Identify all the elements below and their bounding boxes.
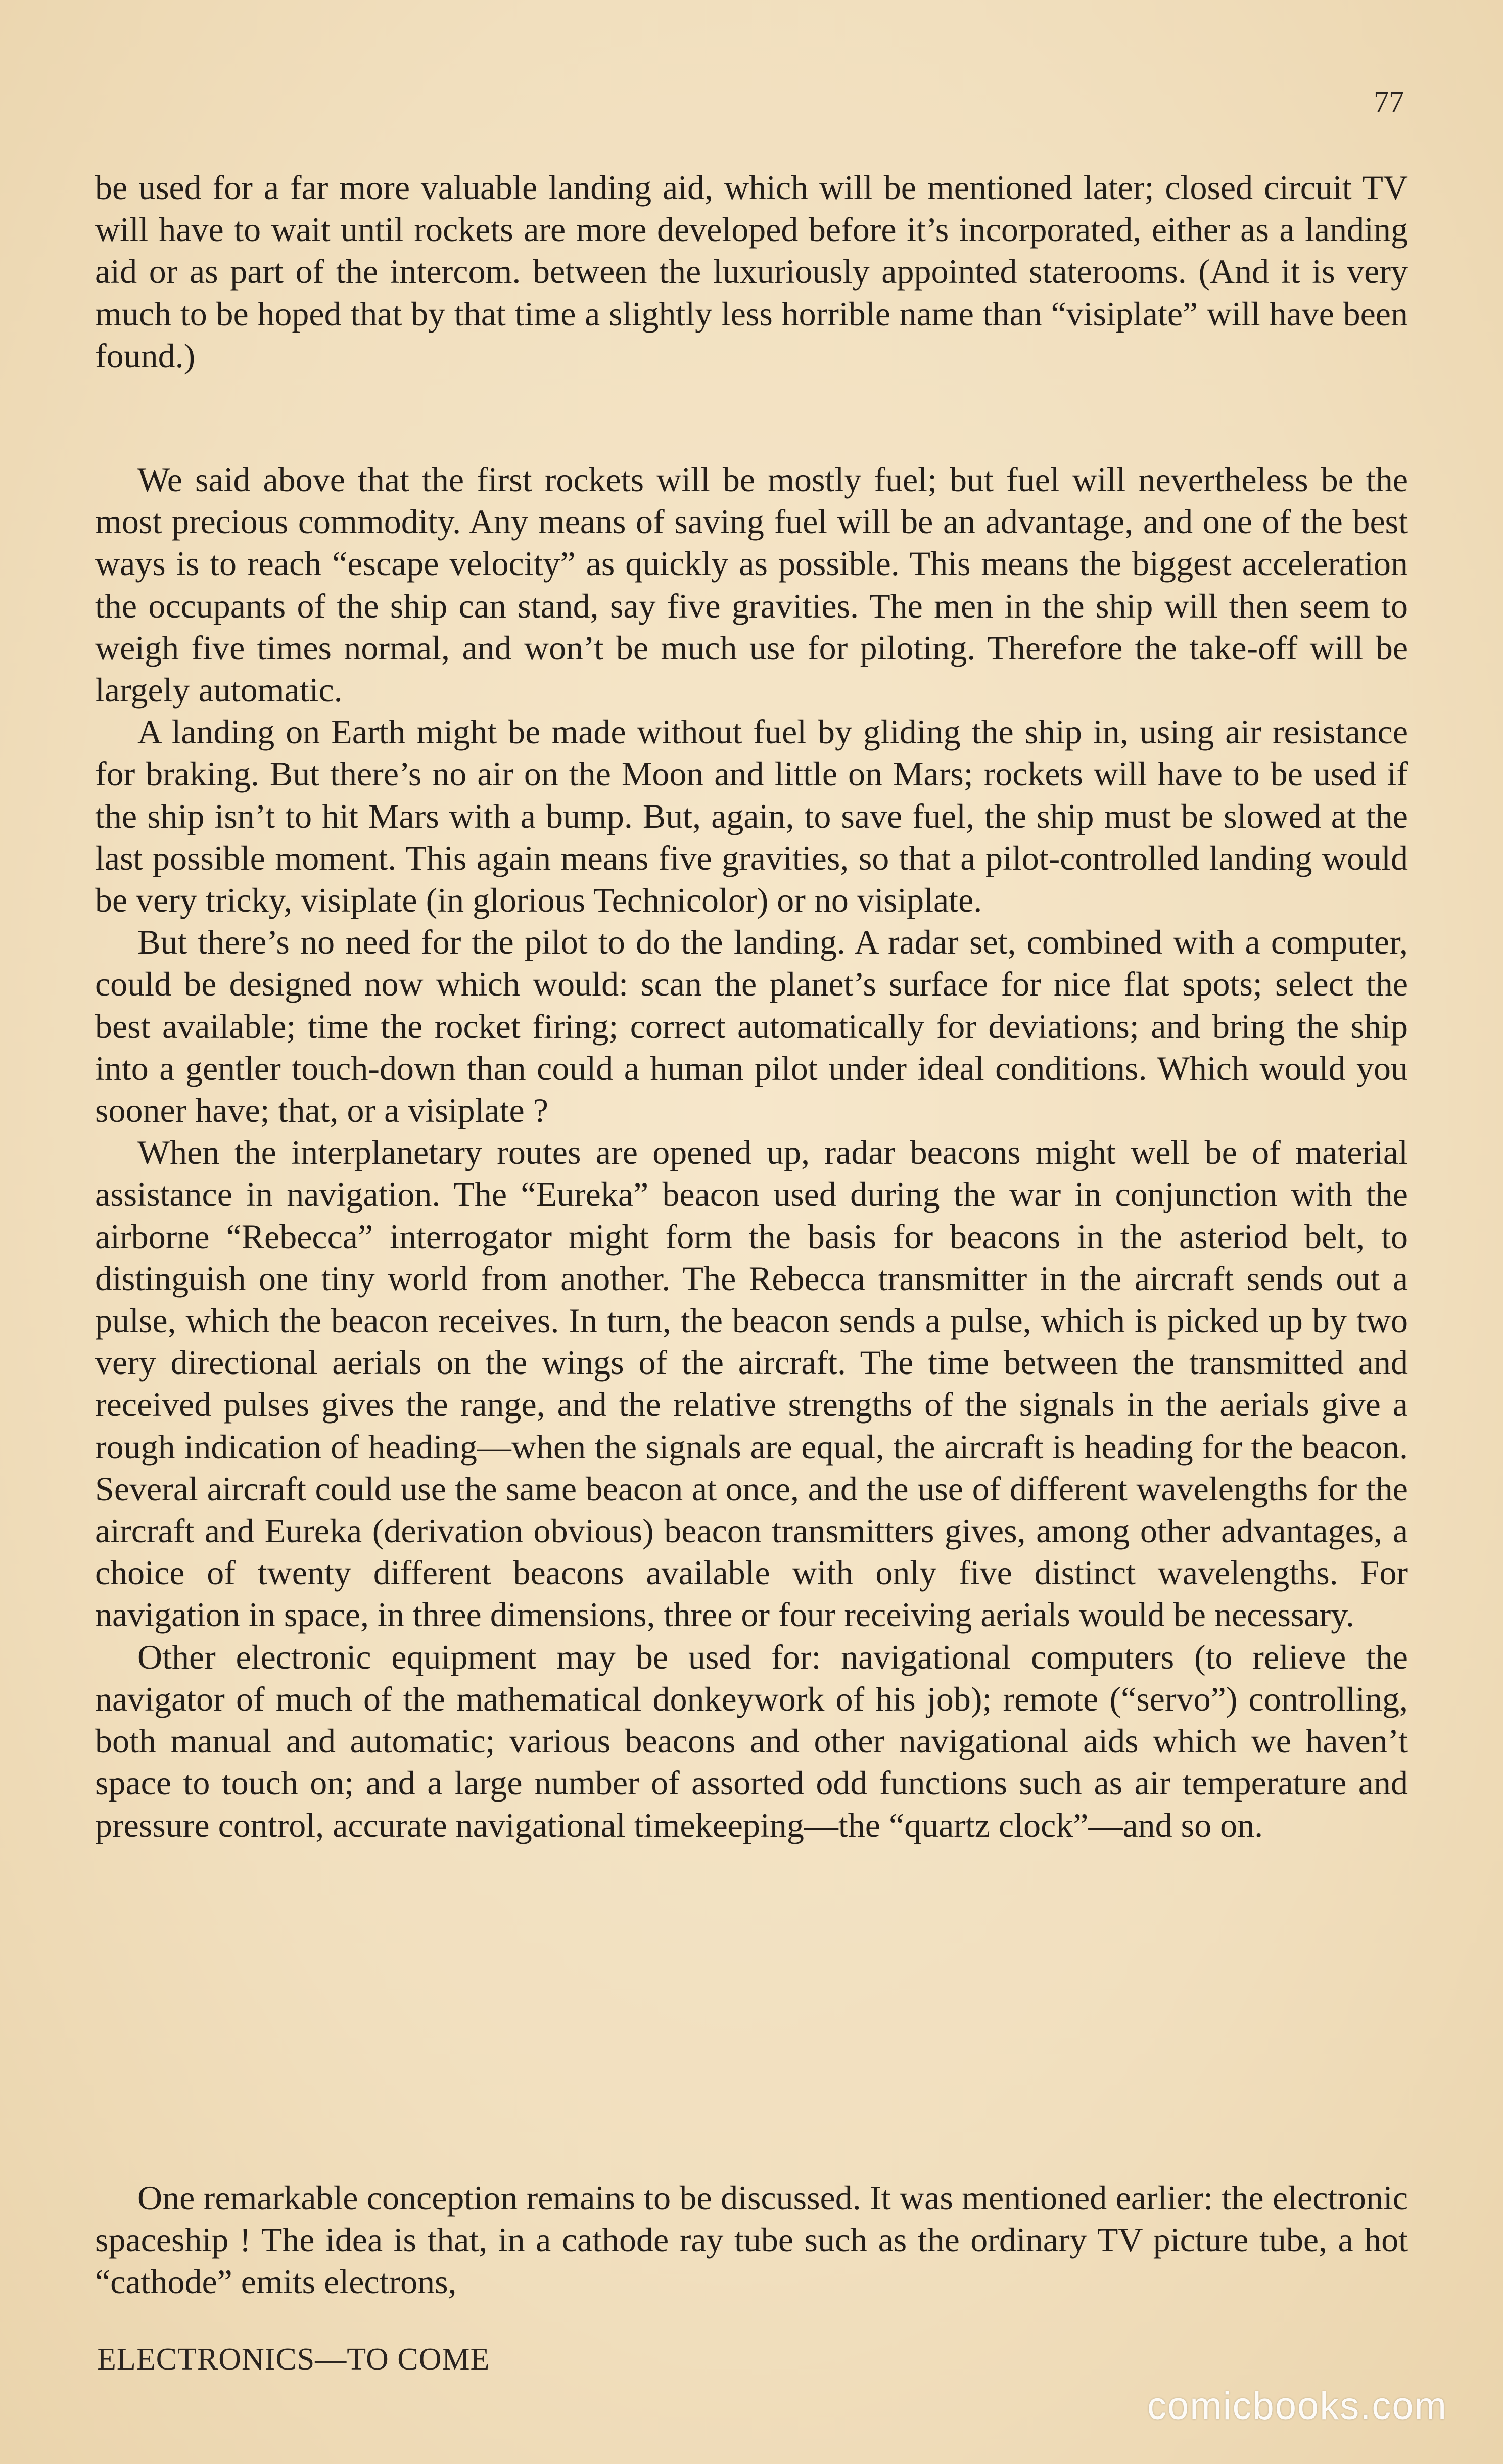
paragraph: A landing on Earth might be made without fuel by gliding the ship in, using air resistance for braking. But there’s no air on the Moon and little on Mars; rockets will have to be used if the ship isn’t to hit Mars with a bump. But, again, to save fuel, the ship must be slowed at the last possible moment. This again means five gravities, so that a pilot-controlled landing would be very tricky, visiplate (in glorious Technicolor) or no visiplate. [95, 713, 1408, 920]
paragraph: We said above that the first rockets will be mostly fuel; but fuel will nevertheless be the most precious commodity. Any means of saving fuel will be an advantage, and one of the best ways is to reach “escape velocity” as quickly as possible. This means the biggest acceleration the occupants of the ship can stand, say five gravities. The men in the ship will then seem to weigh five times normal, and won’t be much use for piloting. Therefore the take-off will be largely automatic. [95, 460, 1408, 709]
paragraph: When the interplanetary routes are opened up, radar beacons might well be of material assistance in navigation. The “Eureka” beacon used during the war in conjunction with the airborne “Rebecca” interrogator might form the basis for beacons in the asteriod belt, to distinguish one tiny world from another. The Rebecca transmitter in the aircraft sends out a pulse, which the beacon receives. In turn, the beacon sends a pulse, which is picked up by two very directional aerials on the wings of the aircraft. The time between the transmitted and received pulses gives the range, and the relative strengths of the signals in the aerials give a rough indication of heading—when the signals are equal, the aircraft is heading for the beacon. Several aircraft could use the same beacon at once, and the use of different wavelengths for the aircraft and Eureka (derivation obvious) beacon transmitters gives, among other advantages, a choice of twenty different beacons available with only five distinct wavelengths. For navigation in space, in three dimensions, three or four receiving aerials would be necessary. [95, 1133, 1408, 1634]
paragraph: But there’s no need for the pilot to do the landing. A radar set, combined with a computer, could be designed now which would: scan the planet’s surface for nice flat spots; select the best available; time the rocket firing; correct automatically for deviations; and bring the ship into a gentler touch-down than could a human pilot under ideal conditions. Which would you sooner have; that, or a visiplate ? [95, 923, 1408, 1130]
text-block-middle [95, 459, 1408, 1846]
text-block-bottom [95, 2177, 1408, 2303]
watermark: comicbooks.com [1147, 2385, 1447, 2428]
running-footer: ELECTRONICS—TO COME [97, 2342, 490, 2377]
paragraph: One remarkable conception remains to be discussed. It was mentioned earlier: the electronic spaceship ! The idea is that, in a cathode ray tube such as the ordinary TV picture tube, a hot “cathode” emits electrons, [95, 2178, 1408, 2301]
text-block-top [95, 167, 1408, 377]
paragraph: Other electronic equipment may be used for: navigational computers (to relieve the navigator of much of the mathematical donkeywork of his job); remote (“servo”) controlling, both manual and automatic; various beacons and other navigational aids which we haven’t space to touch on; and a large number of assorted odd functions such as air temperature and pressure control, accurate navigational timekeeping—the “quartz clock”—and so on. [95, 1637, 1408, 1844]
paragraph: be used for a far more valuable landing aid, which will be mentioned later; closed circuit TV will have to wait until rockets are more developed before it’s incorporated, either as a landing aid or as part of the intercom. between the luxuriously appointed staterooms. (And it is very much to be hoped that by that time a slightly less horrible name than “visiplate” will have been found.) [95, 168, 1408, 375]
page-number: 77 [1374, 85, 1404, 119]
